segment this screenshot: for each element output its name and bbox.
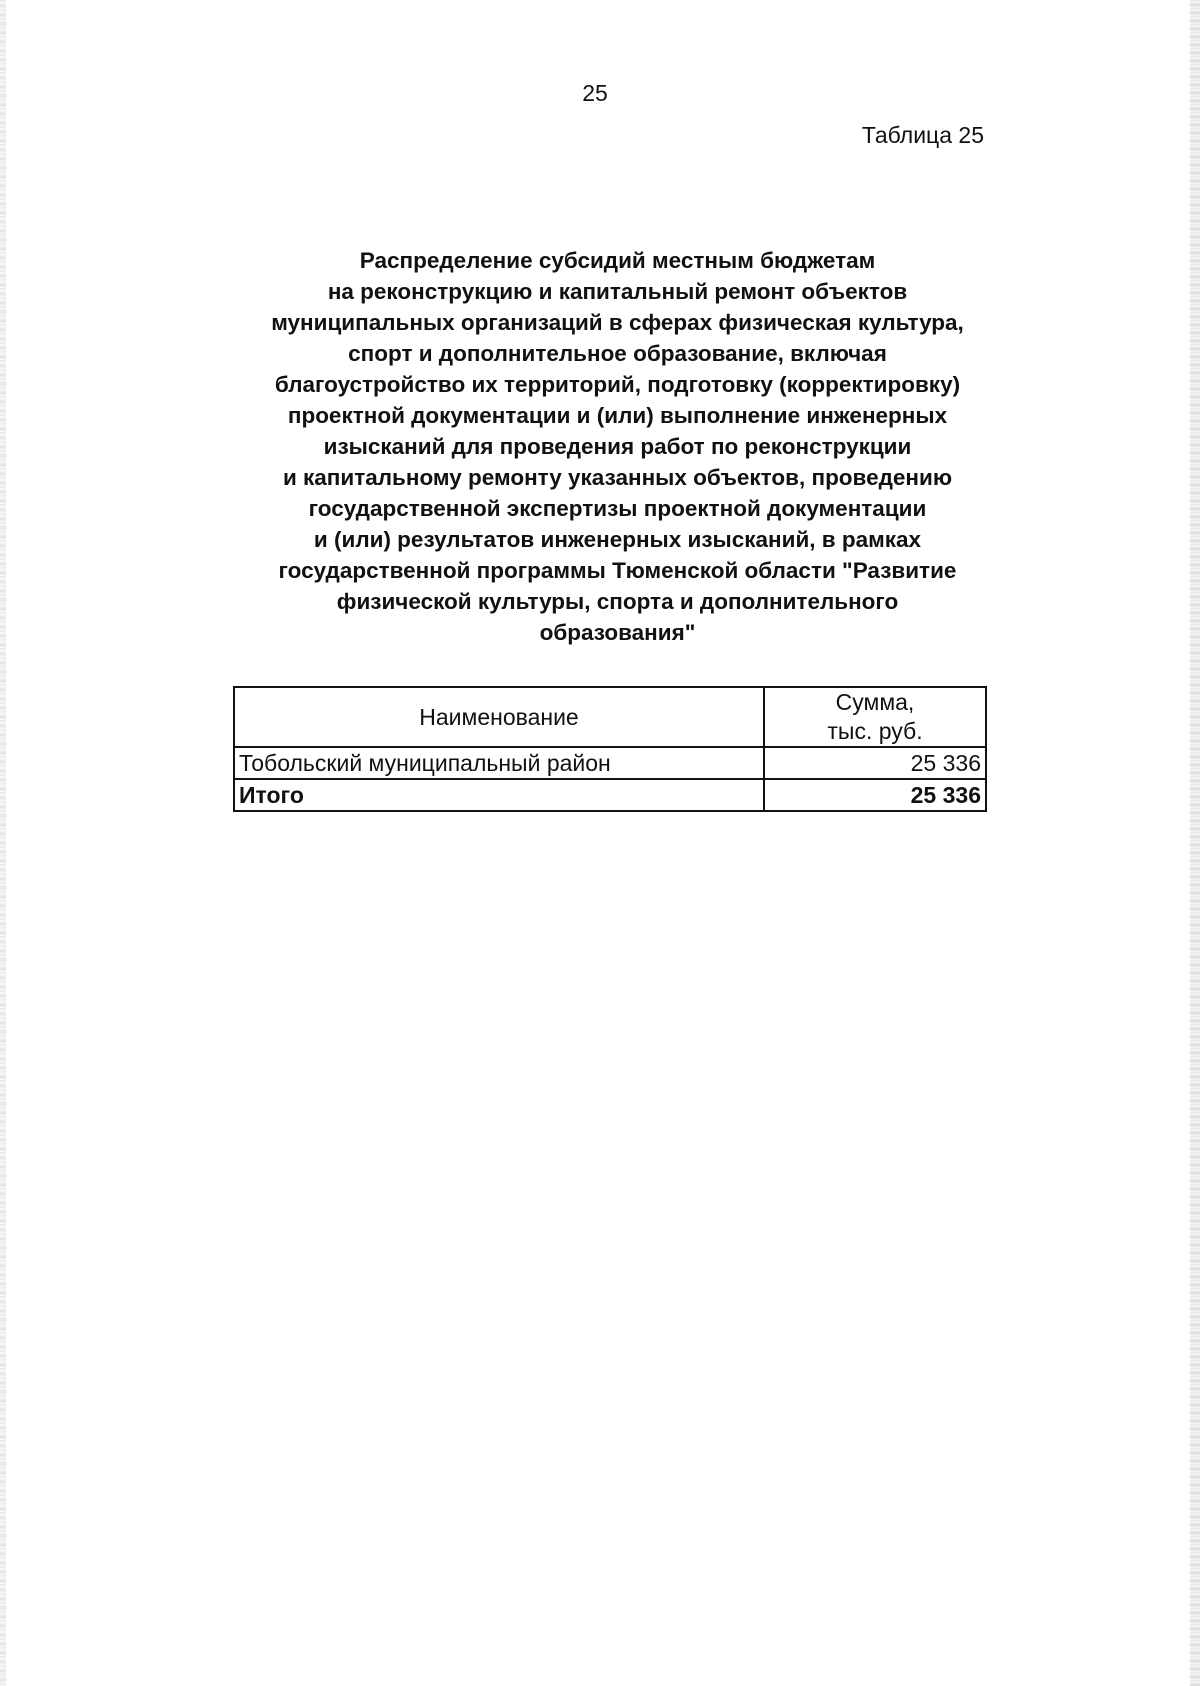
title-line: государственной экспертизы проектной документации: [308, 496, 927, 521]
table-label: Таблица 25: [861, 122, 984, 148]
total-sum: 25 336: [764, 779, 986, 811]
row-name: Тобольский муниципальный район: [234, 747, 764, 779]
total-row: [234, 779, 986, 811]
title-line: муниципальных организаций в сферах физическая культура,: [271, 310, 964, 335]
title-line: образования": [539, 620, 696, 645]
scan-edge-right: [1190, 0, 1200, 1686]
header-sum-line1: Сумма,: [835, 689, 915, 715]
title-line: и капитальному ремонту указанных объектов, проведению: [282, 465, 953, 490]
document-title: [225, 245, 1010, 648]
header-sum-line2: тыс. руб.: [827, 718, 923, 744]
table-header-row: [234, 687, 986, 747]
scan-edge-left: [0, 0, 6, 1686]
row-sum: 25 336: [764, 747, 986, 779]
header-sum: [764, 687, 986, 747]
subsidy-table: [233, 686, 987, 812]
table-row: [234, 747, 986, 779]
total-name: Итого: [234, 779, 764, 811]
title-line: спорт и дополнительное образование, включая: [348, 341, 887, 366]
title-line: изысканий для проведения работ по реконструкции: [323, 434, 912, 459]
title-line: благоустройство их территорий, подготовку (корректировку): [274, 372, 961, 397]
page-number: 25: [582, 80, 608, 106]
title-line: проектной документации и (или) выполнение инженерных: [287, 403, 948, 428]
title-line: Распределение субсидий местным бюджетам: [359, 248, 876, 273]
title-line: физической культуры, спорта и дополнительного: [336, 589, 899, 614]
title-line: и (или) результатов инженерных изысканий, в рамках: [313, 527, 922, 552]
title-line: государственной программы Тюменской области "Развитие: [278, 558, 957, 583]
title-line: на реконструкцию и капитальный ремонт объектов: [327, 279, 908, 304]
header-name: Наименование: [234, 687, 764, 747]
